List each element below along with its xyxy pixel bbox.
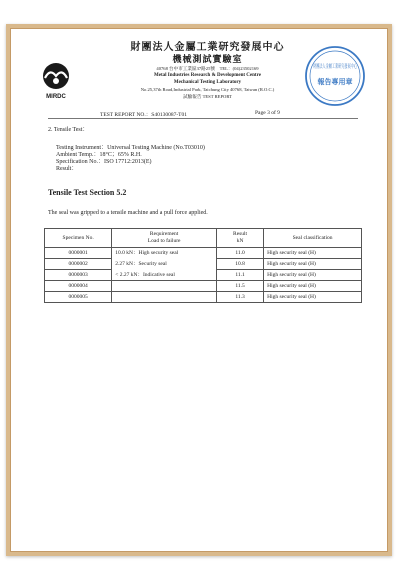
result-cell: 11.1 (217, 270, 264, 281)
requirement-indicative: < 2.27 kN：Indicative seal (115, 272, 175, 278)
result-cell: 11.3 (217, 292, 264, 303)
header-requirement-line2: Load to failure (147, 238, 181, 244)
specification-number: Specification No.：ISO 17712:2013(E) (56, 159, 152, 165)
address-line (95, 65, 320, 72)
classification-cell: High security seal (H) (264, 248, 362, 259)
section-heading: 2. Tensile Test： (48, 127, 89, 133)
letterhead (95, 42, 320, 100)
page-number: Page 3 of 9 (255, 110, 280, 116)
ambient-conditions: Ambient Temp.：18°C；65% R.H. (56, 152, 142, 158)
classification-cell: High security seal (H) (264, 259, 362, 270)
lab-title-zh: 機械測試實驗室 (172, 54, 243, 64)
header-classification: Seal classification (264, 229, 362, 248)
report-label: 試驗報告 TEST REPORT (183, 94, 232, 99)
result-cell: 10.8 (217, 259, 264, 270)
requirement-cell (112, 248, 217, 281)
telephone: TEL：(04)23502169 (219, 66, 259, 71)
org-title-zh: 財團法人金屬工業研究發展中心 (130, 42, 285, 53)
address-zh: 40768 台中市工業區37路25號 (156, 66, 215, 71)
classification-cell: High security seal (H) (264, 281, 362, 292)
specimen-cell: 0000002 (45, 259, 112, 270)
test-section-title: Tensile Test Section 5.2 (48, 188, 127, 197)
specimen-cell: 0000001 (45, 248, 112, 259)
report-number: TEST REPORT NO.：S40130087-T01 (100, 112, 188, 118)
table-row (45, 281, 362, 292)
requirement-empty-cell (112, 281, 217, 292)
header-requirement (112, 229, 217, 248)
seal-stamp-icon (303, 44, 391, 108)
specimen-cell: 0000003 (45, 270, 112, 281)
specimen-cell: 0000004 (45, 281, 112, 292)
lab-name-en: Mechanical Testing Laboratory (173, 80, 242, 85)
results-table (44, 228, 362, 303)
header-result-line1: Result (233, 231, 248, 237)
table-header-row (45, 229, 362, 248)
result-cell: 11.0 (217, 248, 264, 259)
requirement-empty-cell (112, 292, 217, 303)
test-description: The seal was gripped to a tensile machine and a pull force applied. (48, 210, 208, 216)
logo-text: MIRDC (46, 94, 66, 100)
result-cell: 11.5 (217, 281, 264, 292)
mirdc-logo-icon (38, 62, 74, 102)
requirement-high: 10.0 kN：High security seal (115, 250, 179, 256)
header-result (217, 229, 264, 248)
seal-outer-text: 財團法人金屬工業研究發展中心 (313, 64, 391, 70)
requirement-security: 2.27 kN：Security seal (115, 261, 167, 267)
result-label: Result： (56, 166, 78, 172)
seal-inner-text: 報告專用章 (317, 78, 353, 86)
official-seal (303, 44, 391, 108)
org-name-en: Metal Industries Research & Development Centre (154, 73, 261, 78)
mirdc-logo (38, 62, 74, 102)
specimen-cell: 0000005 (45, 292, 112, 303)
classification-cell: High security seal (H) (264, 270, 362, 281)
report-number-line (100, 110, 360, 118)
header-specimen: Specimen No. (45, 229, 112, 248)
header-requirement-line1: Requirement (149, 231, 179, 237)
address-en: No.25,37th Road,Industrial Park, Taichung City 40768, Taiwan (R.O.C.) (140, 87, 275, 92)
classification-cell: High security seal (H) (264, 292, 362, 303)
table-row (45, 248, 362, 259)
testing-instrument: Testing Instrument：Universal Testing Machine (No.T03010) (56, 145, 205, 151)
table-row (45, 292, 362, 303)
header-divider (48, 118, 358, 119)
header-result-line2: kN (236, 238, 244, 244)
